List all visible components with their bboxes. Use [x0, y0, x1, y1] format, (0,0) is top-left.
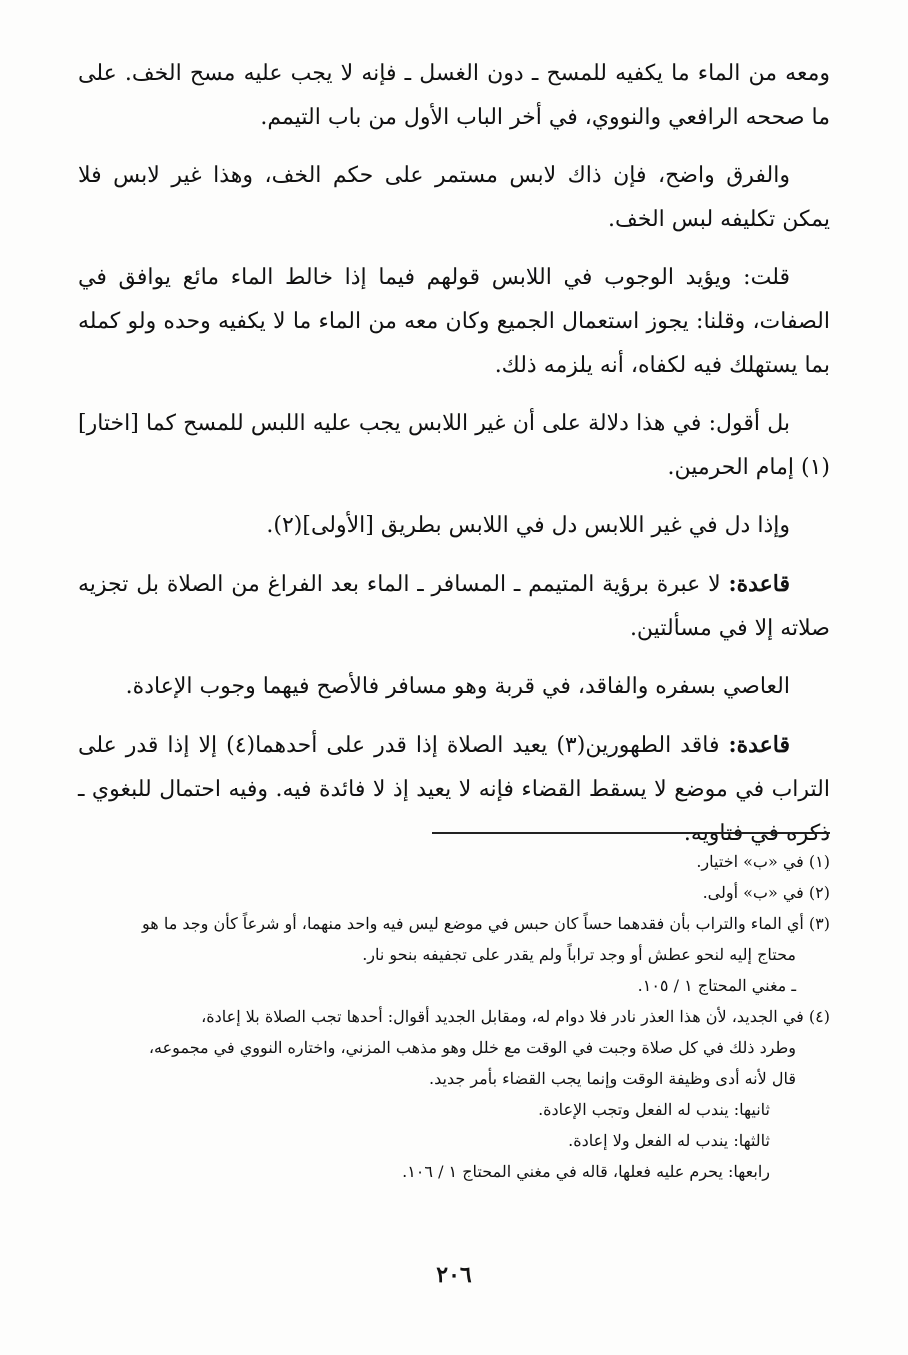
paragraph-4: بل أقول: في هذا دلالة على أن غير اللابس يجب عليه اللبس للمسح كما [اختار](١) إمام الحرمين.: [78, 411, 830, 480]
footnote-4-second-opinion: ثانيها: يندب له الفعل وتجب الإعادة.: [538, 1100, 770, 1119]
footnote-3-source: ـ مغني المحتاج ١ / ١٠٥.: [637, 976, 796, 995]
footnote-3-continuation: محتاج إليه لنحو عطش أو وجد تراباً ولم يقدر على تجفيفه بنحو نار.: [362, 945, 796, 964]
rule-text: فاقد الطهورين(٣) يعيد الصلاة إذا قدر على أحدهما(٤) إلا إذا قدر على التراب في موضع لا يسقط القضاء فإنه لا يعيد إذ لا فائدة فيه. وفيه احتمال للبغوي ـ ذكره في فتاويه.: [78, 733, 830, 846]
footnote-4-continuation: وطرد ذلك في كل صلاة وجبت في الوقت مع خلل وهو مذهب المزني، واختاره النووي في مجموعه،: [148, 1038, 796, 1057]
paragraph-6: [78, 562, 830, 651]
footnote-4-fourth-opinion: رابعها: يحرم عليه فعلها، قاله في مغني المحتاج ١ / ١٠٦.: [402, 1162, 770, 1181]
rule-label: قاعدة:: [728, 732, 791, 758]
footnote-4-third-opinion: ثالثها: يندب له الفعل ولا إعادة.: [568, 1131, 770, 1150]
paragraph-1: ومعه من الماء ما يكفيه للمسح ـ دون الغسل ـ فإنه لا يجب عليه مسح الخف. على ما صححه الرافعي والنووي، في أخر الباب الأول من باب التيمم.: [78, 61, 830, 130]
paragraph-8: [78, 723, 830, 856]
footnote-2: (٢) في «ب» أولى.: [702, 883, 830, 902]
rule-text: لا عبرة برؤية المتيمم ـ المسافر ـ الماء بعد الفراغ من الصلاة بل تجزيه صلاته إلا في مسألتين.: [78, 572, 830, 641]
footnote-1: (١) في «ب» اختيار.: [696, 852, 830, 871]
footnote-3: (٣) أي الماء والتراب بأن فقدهما حساً كان حبس في موضع ليس فيه واحد منهما، أو شرعاً كأن وجد ما هو: [142, 914, 830, 933]
paragraph-5: وإذا دل في غير اللابس دل في اللابس بطريق [الأولى](٢).: [266, 513, 790, 538]
paragraph-3: قلت: ويؤيد الوجوب في اللابس قولهم فيما إذا خالط الماء مائع يوافق في الصفات، وقلنا: يجوز استعمال الجميع وكان معه من الماء ما لا يكفيه وحده ولو كمله بما يستهلك فيه لكفاه، أنه يلزمه ذلك.: [78, 265, 830, 378]
rule-label: قاعدة:: [728, 571, 790, 597]
footnote-4: (٤) في الجديد، لأن هذا العذر نادر فلا دوام له، ومقابل الجديد أقوال: أحدها تجب الصلاة بلا إعادة،: [201, 1007, 830, 1026]
footnote-4-continuation: قال لأنه أدى وظيفة الوقت وإنما يجب القضاء بأمر جديد.: [429, 1069, 796, 1088]
footnotes: [78, 846, 830, 1187]
paragraph-7: العاصي بسفره والفاقد، في قربة وهو مسافر فالأصح فيهما وجوب الإعادة.: [125, 674, 790, 699]
paragraph-2: والفرق واضح، فإن ذاك لابس مستمر على حكم الخف، وهذا غير لابس فلا يمكن تكليفه لبس الخف.: [78, 163, 830, 232]
page-number: ٢٠٦: [436, 1262, 472, 1288]
main-text: [78, 52, 830, 870]
footnote-divider: [432, 832, 830, 834]
